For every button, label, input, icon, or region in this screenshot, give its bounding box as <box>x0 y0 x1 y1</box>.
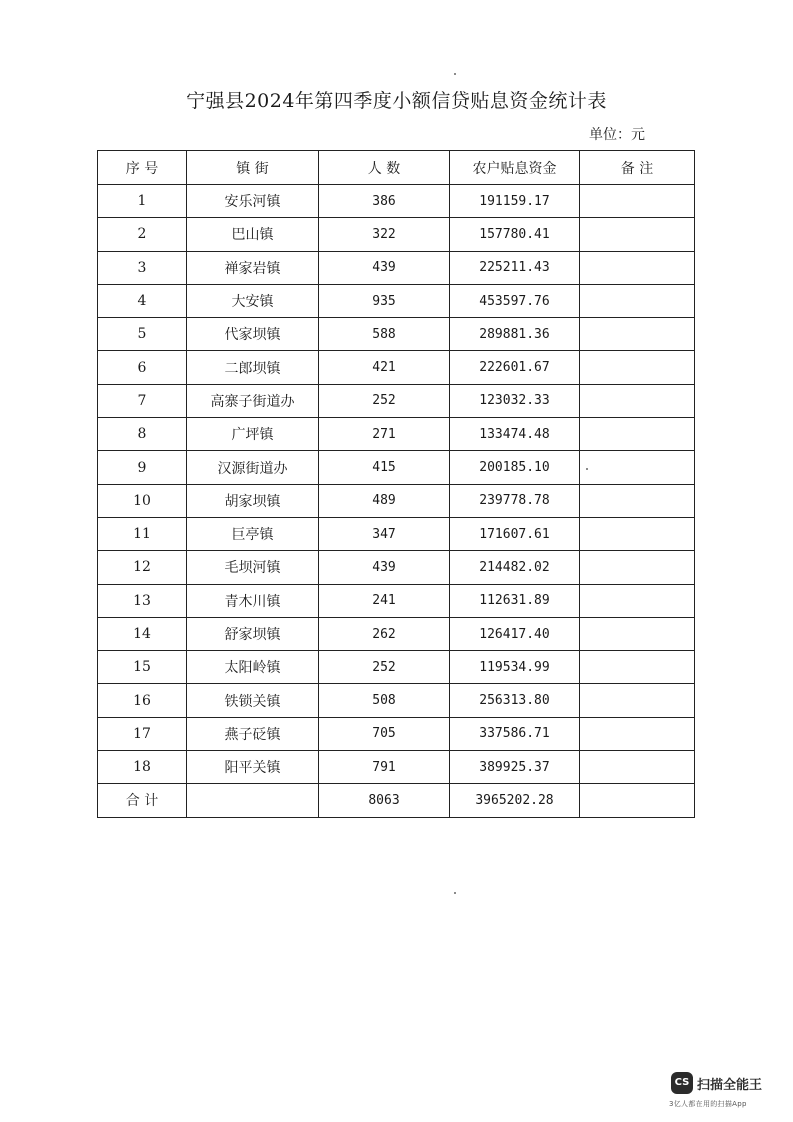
row-town-cell: 巨亭镇 <box>187 517 319 550</box>
table-row <box>98 351 695 384</box>
row-town-cell: 高寨子街道办 <box>187 384 319 417</box>
row-no-cell: 6 <box>98 351 187 384</box>
row-people-cell: 386 <box>319 185 450 218</box>
page-title: 宁强县2024年第四季度小额信贷贴息资金统计表 <box>186 90 607 112</box>
total-town <box>187 784 319 817</box>
row-fund-cell: 225211.43 <box>450 251 580 284</box>
row-fund-cell: 239778.78 <box>450 484 580 517</box>
table-row <box>98 218 695 251</box>
row-note-cell <box>580 218 695 251</box>
table-row <box>98 551 695 584</box>
row-people-cell: 347 <box>319 517 450 550</box>
table-row <box>98 185 695 218</box>
row-town-cell: 广坪镇 <box>187 418 319 451</box>
row-town-cell: 阳平关镇 <box>187 751 319 784</box>
row-fund-cell: 133474.48 <box>450 418 580 451</box>
row-no-cell: 10 <box>98 484 187 517</box>
row-town-cell: 二郎坝镇 <box>187 351 319 384</box>
row-note-cell <box>580 418 695 451</box>
table-row <box>98 384 695 417</box>
header-no: 序 号 <box>98 151 187 185</box>
row-town-cell: 安乐河镇 <box>187 185 319 218</box>
row-town-cell: 燕子砭镇 <box>187 717 319 750</box>
row-fund-cell: 191159.17 <box>450 185 580 218</box>
row-note-cell <box>580 584 695 617</box>
row-people-cell: 262 <box>319 617 450 650</box>
row-note-cell <box>580 484 695 517</box>
row-fund-cell: 453597.76 <box>450 284 580 317</box>
row-note-cell <box>580 351 695 384</box>
table-row <box>98 284 695 317</box>
row-note-cell <box>580 684 695 717</box>
row-people-cell: 588 <box>319 318 450 351</box>
row-no-cell: 18 <box>98 751 187 784</box>
row-people-cell: 439 <box>319 251 450 284</box>
table-body <box>98 185 695 784</box>
row-no-cell: 9 <box>98 451 187 484</box>
row-people-cell: 508 <box>319 684 450 717</box>
row-note-cell <box>580 451 695 484</box>
row-town-cell: 铁锁关镇 <box>187 684 319 717</box>
table-row <box>98 617 695 650</box>
row-no-cell: 13 <box>98 584 187 617</box>
row-note-cell <box>580 185 695 218</box>
row-note-cell <box>580 318 695 351</box>
row-fund-cell: 389925.37 <box>450 751 580 784</box>
unit-label: 单位：元 <box>589 127 645 143</box>
table-row <box>98 717 695 750</box>
row-no-cell: 11 <box>98 517 187 550</box>
row-town-cell: 禅家岩镇 <box>187 251 319 284</box>
statistics-table <box>97 150 695 818</box>
row-fund-cell: 222601.67 <box>450 351 580 384</box>
row-note-cell <box>580 284 695 317</box>
row-people-cell: 241 <box>319 584 450 617</box>
row-town-cell: 舒家坝镇 <box>187 617 319 650</box>
row-fund-cell: 289881.36 <box>450 318 580 351</box>
row-note-cell <box>580 717 695 750</box>
row-people-cell: 791 <box>319 751 450 784</box>
row-people-cell: 271 <box>319 418 450 451</box>
row-no-cell: 16 <box>98 684 187 717</box>
row-people-cell: 705 <box>319 717 450 750</box>
row-note-cell <box>580 617 695 650</box>
row-note-cell <box>580 251 695 284</box>
table-header-row <box>98 151 695 185</box>
row-note-cell <box>580 551 695 584</box>
camscanner-logo-icon: CS <box>671 1072 693 1094</box>
row-people-cell: 935 <box>319 284 450 317</box>
row-people-cell: 252 <box>319 384 450 417</box>
scan-speck <box>586 468 588 470</box>
row-fund-cell: 157780.41 <box>450 218 580 251</box>
table-row <box>98 484 695 517</box>
row-town-cell: 巴山镇 <box>187 218 319 251</box>
scan-speck <box>454 73 456 75</box>
total-label: 合 计 <box>98 784 187 817</box>
total-row <box>98 784 695 817</box>
row-people-cell: 252 <box>319 651 450 684</box>
row-no-cell: 8 <box>98 418 187 451</box>
row-no-cell: 3 <box>98 251 187 284</box>
row-no-cell: 5 <box>98 318 187 351</box>
row-no-cell: 14 <box>98 617 187 650</box>
row-note-cell <box>580 751 695 784</box>
row-town-cell: 太阳岭镇 <box>187 651 319 684</box>
table-row <box>98 418 695 451</box>
row-town-cell: 毛坝河镇 <box>187 551 319 584</box>
table-row <box>98 318 695 351</box>
table-row <box>98 684 695 717</box>
row-fund-cell: 171607.61 <box>450 517 580 550</box>
row-people-cell: 439 <box>319 551 450 584</box>
row-no-cell: 15 <box>98 651 187 684</box>
row-no-cell: 1 <box>98 185 187 218</box>
row-fund-cell: 337586.71 <box>450 717 580 750</box>
row-no-cell: 12 <box>98 551 187 584</box>
row-note-cell <box>580 651 695 684</box>
row-people-cell: 322 <box>319 218 450 251</box>
header-town: 镇 街 <box>187 151 319 185</box>
watermark-app-name: 扫描全能王 <box>697 1078 763 1093</box>
row-people-cell: 421 <box>319 351 450 384</box>
row-no-cell: 4 <box>98 284 187 317</box>
row-people-cell: 489 <box>319 484 450 517</box>
row-people-cell: 415 <box>319 451 450 484</box>
row-town-cell: 大安镇 <box>187 284 319 317</box>
row-no-cell: 7 <box>98 384 187 417</box>
scanner-watermark <box>667 1068 777 1114</box>
header-fund: 农户贴息资金 <box>450 151 580 185</box>
header-note: 备 注 <box>580 151 695 185</box>
row-fund-cell: 112631.89 <box>450 584 580 617</box>
row-fund-cell: 123032.33 <box>450 384 580 417</box>
row-note-cell <box>580 517 695 550</box>
table-row <box>98 517 695 550</box>
table-row <box>98 584 695 617</box>
table-row <box>98 251 695 284</box>
table-row <box>98 451 695 484</box>
row-no-cell: 2 <box>98 218 187 251</box>
row-fund-cell: 119534.99 <box>450 651 580 684</box>
total-note <box>580 784 695 817</box>
table-row <box>98 651 695 684</box>
table-row <box>98 751 695 784</box>
watermark-slogan: 3亿人都在用的扫描App <box>669 1100 747 1108</box>
row-fund-cell: 200185.10 <box>450 451 580 484</box>
header-people: 人 数 <box>319 151 450 185</box>
row-fund-cell: 256313.80 <box>450 684 580 717</box>
row-town-cell: 代家坝镇 <box>187 318 319 351</box>
row-no-cell: 17 <box>98 717 187 750</box>
row-fund-cell: 126417.40 <box>450 617 580 650</box>
row-fund-cell: 214482.02 <box>450 551 580 584</box>
row-note-cell <box>580 384 695 417</box>
row-town-cell: 青木川镇 <box>187 584 319 617</box>
row-town-cell: 胡家坝镇 <box>187 484 319 517</box>
total-people: 8063 <box>319 784 450 817</box>
row-town-cell: 汉源街道办 <box>187 451 319 484</box>
scan-speck <box>454 892 456 894</box>
total-fund: 3965202.28 <box>450 784 580 817</box>
